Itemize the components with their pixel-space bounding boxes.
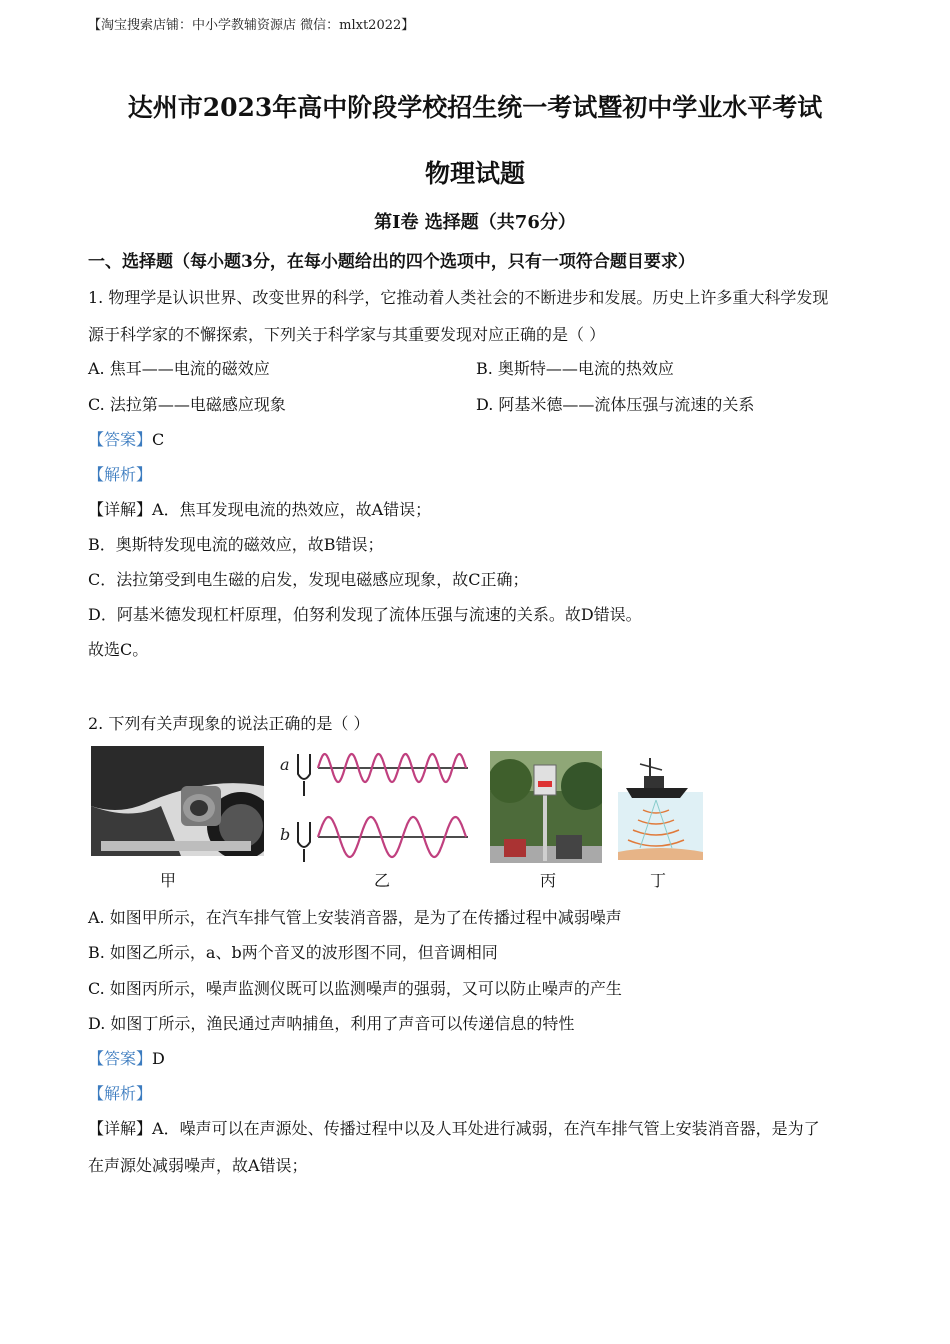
q2-answer xyxy=(88,1046,165,1069)
q2-analysis-tag: 【解析】 xyxy=(88,1084,153,1103)
q1-answer xyxy=(88,427,164,450)
q2-answer-tag: 【答案】 xyxy=(88,1049,153,1068)
noise-monitor-photo xyxy=(490,751,602,863)
q1-option-b: B. 奥斯特——电流的热效应 xyxy=(476,359,674,378)
q1-stem-line1: 1. 物理学是认识世界、改变世界的科学，它推动着人类社会的不断进步和发展。历史上许多重大科学发现 xyxy=(88,288,829,307)
subject-title: 物理试题 xyxy=(424,159,525,188)
q1-detail-a xyxy=(88,497,431,520)
part-heading: 一、选择题（每小题3分，在每小题给出的四个选项中，只有一项符合题目要求） xyxy=(88,252,695,272)
q2-option-c: C. 如图丙所示，噪声监测仪既可以监测噪声的强弱，又可以防止噪声的产生 xyxy=(88,979,622,998)
q2-figures xyxy=(88,744,708,894)
q1-conclusion: 故选C。 xyxy=(88,640,149,659)
q2-detail-a-text: A．噪声可以在声源处、传播过程中以及人耳处进行减弱，在汽车排气管上安装消音器，是为了 xyxy=(152,1119,820,1138)
fig-label-jia: 甲 xyxy=(160,871,177,890)
fig-label-ding: 丁 xyxy=(650,871,667,890)
q1-option-c: C. 法拉第——电磁感应现象 xyxy=(88,395,286,414)
q1-detail-b: B．奥斯特发现电流的磁效应，故B错误； xyxy=(88,535,384,554)
q1-detail-c: C．法拉第受到电生磁的启发，发现电磁感应现象，故C正确； xyxy=(88,570,529,589)
shop-header: 【淘宝搜索店铺：中小学教辅资源店 微信：mlxt2022】 xyxy=(88,18,415,33)
sonar-fishing-illustration xyxy=(618,748,703,860)
fork-label-a: a xyxy=(280,755,290,774)
q1-option-a: A. 焦耳——电流的磁效应 xyxy=(88,359,270,378)
fig-label-yi: 乙 xyxy=(374,871,391,890)
q2-option-b: B. 如图乙所示，a、b两个音叉的波形图不同，但音调相同 xyxy=(88,943,498,962)
q2-detail-a-line2: 在声源处减弱噪声，故A错误； xyxy=(88,1156,308,1175)
fork-label-b: b xyxy=(280,825,291,844)
exam-title: 达州市2023年高中阶段学校招生统一考试暨初中学业水平考试 xyxy=(127,93,823,122)
exhaust-pipe-photo xyxy=(91,746,264,856)
q1-answer-value: C xyxy=(152,430,165,449)
q2-option-a: A. 如图甲所示，在汽车排气管上安装消音器，是为了在传播过程中减弱噪声 xyxy=(88,908,622,927)
tuning-fork-waveforms xyxy=(278,744,473,864)
section-title: 第Ⅰ卷 选择题（共76分） xyxy=(374,212,576,233)
q1-detail-a-text: A．焦耳发现电流的热效应，故A错误； xyxy=(152,500,432,519)
q1-detail-tag: 【详解】 xyxy=(88,500,153,519)
q2-answer-value: D xyxy=(152,1049,165,1068)
q2-detail-tag: 【详解】 xyxy=(88,1119,153,1138)
q1-option-d: D. 阿基米德——流体压强与流速的关系 xyxy=(476,395,755,414)
q1-stem-line2: 源于科学家的不懈探索，下列关于科学家与其重要发现对应正确的是（ ） xyxy=(88,325,606,344)
fig-label-bing: 丙 xyxy=(540,871,557,890)
q1-detail-d: D．阿基米德发现杠杆原理，伯努利发现了流体压强与流速的关系。故D错误。 xyxy=(88,605,642,624)
q2-option-d: D. 如图丁所示，渔民通过声呐捕鱼，利用了声音可以传递信息的特性 xyxy=(88,1014,575,1033)
q1-analysis-tag: 【解析】 xyxy=(88,465,153,484)
q2-detail-a-line1 xyxy=(88,1116,820,1139)
q2-stem: 2. 下列有关声现象的说法正确的是（ ） xyxy=(88,714,370,733)
q1-answer-tag: 【答案】 xyxy=(88,430,153,449)
